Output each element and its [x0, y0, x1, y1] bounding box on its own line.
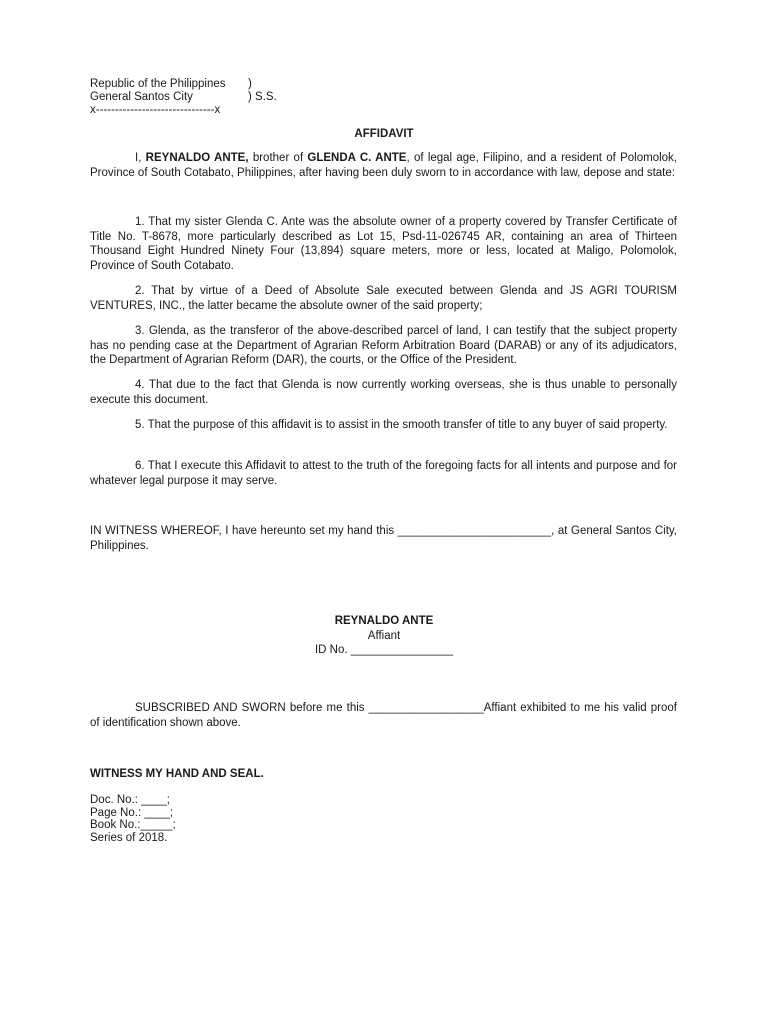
witness-seal-heading: WITNESS MY HAND AND SEAL.	[90, 768, 264, 780]
id-number-line: ID No. ________________	[314, 644, 454, 656]
intro-mid: brother of	[248, 152, 308, 164]
notarial-register	[90, 794, 176, 844]
intro-prefix: I,	[135, 152, 146, 164]
paragraph-5: 5. That the purpose of this affidavit is to assist in the smooth transfer of title to any buyer of said property.	[135, 419, 668, 431]
caption-ss: ) S.S.	[248, 91, 277, 103]
caption-row-city	[90, 91, 390, 104]
caption-row-country	[90, 78, 390, 91]
signatory-name: REYNALDO ANTE	[334, 615, 434, 627]
paragraph-6: 6. That I execute this Affidavit to attest to the truth of the foregoing facts for all intents and purpose and for whatever legal purpose it may serve.	[90, 460, 677, 487]
caption-bracket: )	[248, 78, 252, 90]
venue-caption	[90, 78, 390, 117]
caption-rule: x-------------------------------x	[90, 104, 221, 116]
affiant-name: REYNALDO ANTE,	[145, 152, 249, 164]
jurat: SUBSCRIBED AND SWORN before me this __________________Affiant exhibited to me his valid proof of identification shown above.	[90, 702, 677, 729]
intro-paragraph	[90, 151, 677, 180]
page-no: Page No.: ____;	[90, 806, 174, 819]
caption-row-rule	[90, 104, 390, 117]
book-no: Book No.:_____;	[90, 819, 176, 831]
paragraph-2: 2. That by virtue of a Deed of Absolute Sale executed between Glenda and JS AGRI TOURISM VENTURES, INC., the latter became the absolute owner of the said property;	[90, 285, 677, 312]
signature-block	[0, 614, 768, 658]
in-witness-clause: IN WITNESS WHEREOF, I have hereunto set my hand this ________________________, at General Santos City, Philippines.	[90, 525, 677, 552]
principal-name: GLENDA C. ANTE	[307, 152, 407, 164]
doc-no: Doc. No.: ____;	[90, 794, 170, 806]
paragraph-4: 4. That due to the fact that Glenda is now currently working overseas, she is thus unable to personally execute this document.	[90, 379, 677, 406]
series: Series of 2018.	[90, 831, 168, 844]
paragraph-1: 1. That my sister Glenda C. Ante was the absolute owner of a property covered by Transfer Certificate of Title No. T-8678, more particularly described as Lot 15, Psd-11-026745 AR, containing an area of Thirteen Thousand Eight Hundred Ninety Four (13,894) square meters, more or less, located at Maligo, Polomolok, Province of South Cotabato.	[90, 216, 677, 272]
document-title: AFFIDAVIT	[354, 128, 414, 140]
caption-city: General Santos City	[90, 91, 193, 103]
paragraph-3: 3. Glenda, as the transferor of the above-described parcel of land, I can testify that the subject property has no pending case at the Department of Agrarian Reform Arbitration Board (DARAB) or any of its adjudicators, the Department of Agrarian Reform (DAR), the courts, or the Office of the President.	[90, 325, 677, 366]
intro-rest: , of legal age, Filipino, and a resident of Polomolok, Province of South Cotabato, Philippines, after having been duly sworn to in accordance with law, depose and state:	[90, 152, 678, 179]
caption-country: Republic of the Philippines	[90, 78, 226, 90]
signatory-role: Affiant	[367, 629, 401, 642]
